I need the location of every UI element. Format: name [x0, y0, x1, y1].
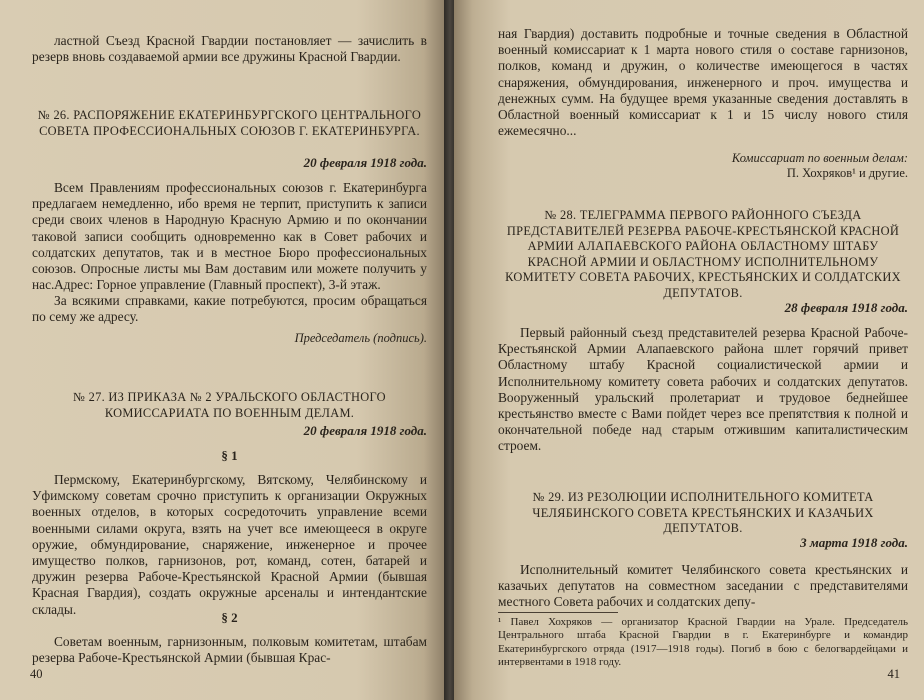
right-top-text: ная Гвардия) доставить подробные и точные сведения в Областной военный комиссариат к 1 марта нового стиля о составе гарнизонов, полков, команд и дружин, о количестве имеющегося в частях снаряжения, обмундирования, инженерного и проч. имущества и денежных сумм. На будущее время указанные сведения доставлять в Областной военный комиссариат к 1 и 15 числу нового стиля ежемесячно...	[498, 26, 908, 139]
left-page-number: 40	[30, 667, 43, 681]
footnote-rule	[498, 612, 618, 613]
doc27-date: 20 февраля 1918 года.	[303, 423, 427, 438]
doc29-heading: № 29. ИЗ РЕЗОЛЮЦИИ ИСПОЛНИТЕЛЬНОГО КОМИТЕТА ЧЕЛЯБИНСКОГО СОВЕТА КРЕСТЬЯНСКИХ И КАЗАЧЬИХ ДЕПУТАТОВ.	[532, 490, 874, 535]
footnote-block	[498, 608, 908, 670]
doc26-heading: № 26. РАСПОРЯЖЕНИЕ ЕКАТЕРИНБУРГСКОГО ЦЕНТРАЛЬНОГО СОВЕТА ПРОФЕССИОНАЛЬНЫХ СОЮЗОВ Г. ЕКАТЕРИНБУРГА.	[37, 108, 422, 138]
doc27-heading: № 27. ИЗ ПРИКАЗА № 2 УРАЛЬСКОГО ОБЛАСТНОГО КОМИССАРИАТА ПО ВОЕННЫМ ДЕЛАМ.	[73, 390, 386, 420]
doc26-paragraph-1: Всем Правлениям профессиональных союзов г. Екатеринбурга предлагаем немедленно, ибо время не терпит, приступить к записи среди своих членов в Народную Красную Армию и по окончании таковой записи сообщить одновременно как в Совет рабочих и солдатских депутатов, так и в местное Бюро профессиональных союзов. Опросные листы мы Вам доставим или можете получить у нас.	[32, 180, 427, 293]
doc29-paragraph-1: Исполнительный комитет Челябинского совета крестьянских и казачьих депутатов на совместном заседании с представителями местного Совета рабочих и солдатских депу-	[498, 562, 908, 610]
doc26-paragraph-3: За всякими справками, какие потребуются, просим обращаться по сему же адресу.	[32, 293, 427, 325]
left-top-text: ластной Съезд Красной Гвардии постановляет — зачислить в резерв вновь создаваемой армии все дружины Красной Гвардии.	[32, 33, 427, 65]
left-page	[0, 0, 446, 700]
doc28-date: 28 февраля 1918 года.	[784, 300, 908, 315]
doc28-heading: № 28. ТЕЛЕГРАММА ПЕРВОГО РАЙОННОГО СЪЕЗДА ПРЕДСТАВИТЕЛЕЙ РЕЗЕРВА РАБОЧЕ-КРЕСТЬЯНСКОЙ КРАСНОЙ АРМИИ АЛАПАЕВСКОГО РАЙОНА ОБЛАСТНОМУ ШТАБУ КРАСНОЙ АРМИИ И ОБЛАСТНОМУ ИСПОЛНИТЕЛЬНОМУ КОМИТЕТУ СОВЕТА РАБОЧИХ, КРЕСТЬЯНСКИХ И СОЛДАТСКИХ ДЕПУТАТОВ.	[505, 208, 901, 300]
doc26-signature: Председатель (подпись).	[294, 331, 427, 345]
doc28-paragraph-1: Первый районный съезд представителей резерва Красной Рабоче-Крестьянской Армии Алапаевского района шлет горячий привет Областному штабу Красной социалистической армии и Исполнительному комитету совета рабочих и солдатских депутатов. Вооруженный уральский пролетариат и трудовое беднейшее крестьянство вместе с Вами пойдет через все препятствия к полной и окончательной победе над старым отжившим капиталистическим строем.	[498, 325, 908, 454]
doc27-paragraph-2: Советам военным, гарнизонным, полковым комитетам, штабам резерва Рабоче-Крестьянской Армии (бывшая Крас-	[32, 634, 427, 666]
signature-name: П. Хохряков¹ и другие.	[786, 166, 908, 180]
doc29-date: 3 марта 1918 года.	[800, 535, 908, 550]
doc27-section-1: § 1	[221, 448, 238, 463]
doc27-paragraph-1: Пермскому, Екатеринбургскому, Вятскому, Челябинскому и Уфимскому советам срочно приступить к организации Окружных военных отделов, в которых сосредоточить управление всеми военными силами округа, взять на учет все имеющееся в округе оружие, обмундирование, снаряжение, инженерное и прочее имущество полков, гарнизонов, рот, команд, сотен, батарей и дружин резерва Рабоче-Крестьянской Красной Армии (бывшая Красная Гвардия), создать окружные арсеналы и интендантские склады.	[32, 472, 427, 617]
right-page	[454, 0, 924, 700]
right-page-number: 41	[887, 667, 900, 681]
signature-role: Комиссариат по военным делам:	[731, 151, 908, 165]
doc27-section-2: § 2	[221, 610, 238, 625]
doc26-date: 20 февраля 1918 года.	[303, 155, 427, 170]
footnote-text: ¹ Павел Хохряков — организатор Красной Гвардии на Урале. Председатель Центрального штаба Красной Гвардии в г. Екатеринбурге и командир Екатеринбургского отряда (1917—1918 годы). Погиб в бою с белогвардейцами и интервентами в 1918 году.	[498, 616, 908, 669]
doc26-paragraph-2: Адрес: Горное управление (Главный проспект), 3-й этаж.	[54, 277, 381, 292]
